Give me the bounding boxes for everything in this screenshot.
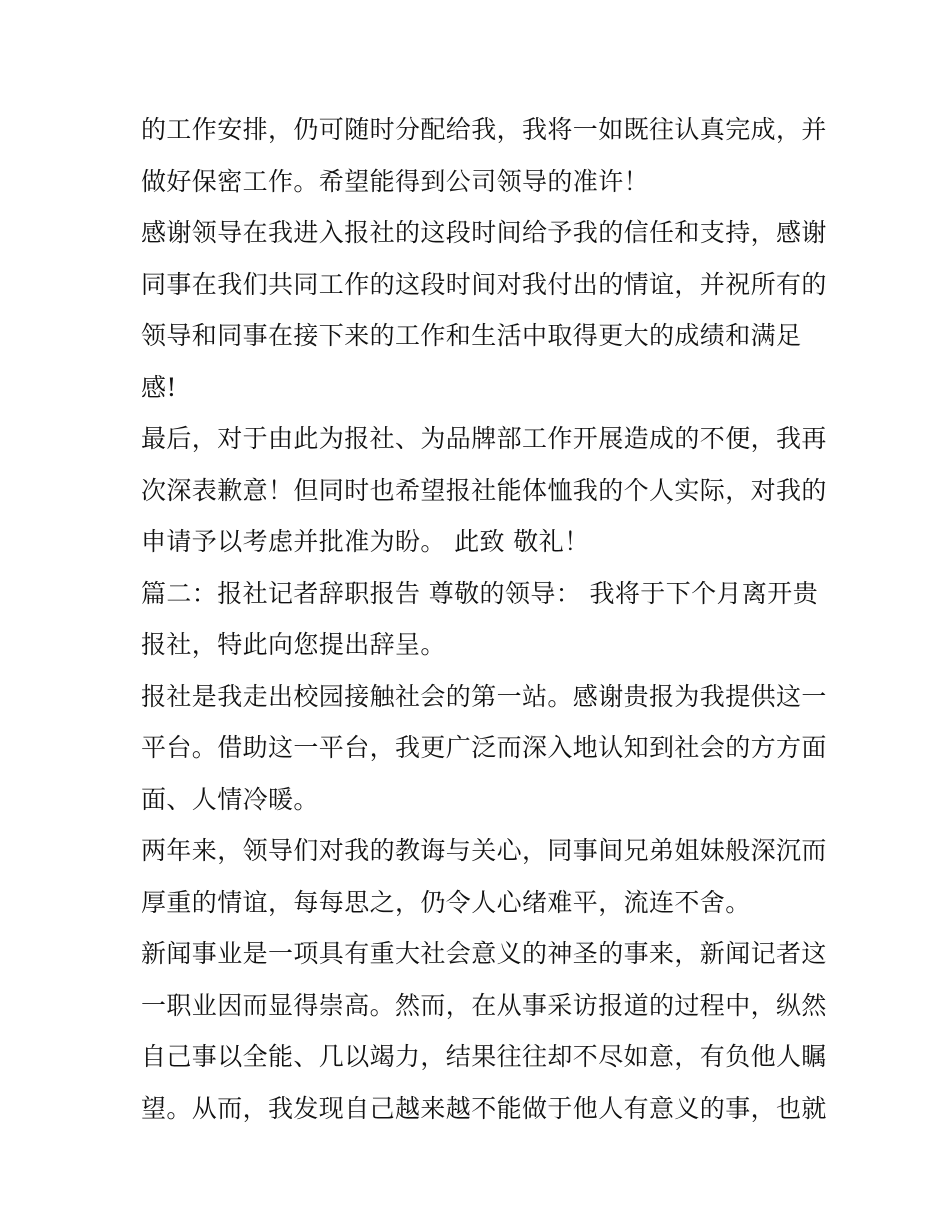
text-line: 一职业因而显得崇高。然而，在从事采访报道的过程中，纵然 bbox=[141, 990, 827, 1020]
text-line: 自己事以全能、几以竭力，结果往往却不尽如意，有负他人瞩 bbox=[141, 1042, 827, 1071]
text-line: 新闻事业是一项具有重大社会意义的神圣的事来，新闻记者这 bbox=[141, 939, 827, 968]
text-line: 报社是我走出校园接触社会的第一站。感谢贵报为我提供这一 bbox=[141, 681, 827, 711]
section-heading-line: 篇二：报社记者辞职报告 尊敬的领导： 我将于下个月离开贵 bbox=[141, 578, 819, 608]
text-line: 感谢领导在我进入报社的这段时间给予我的信任和支持，感谢 bbox=[141, 218, 827, 247]
text-line: 同事在我们共同工作的这段时间对我付出的情谊，并祝所有的 bbox=[141, 269, 827, 299]
text-line: 申请予以考虑并批准为盼。 此致 敬礼！ bbox=[141, 527, 590, 556]
text-line: 报社，特此向您提出辞呈。 bbox=[141, 630, 446, 659]
text-line: 感! bbox=[141, 372, 177, 402]
text-line: 平台。借助这一平台，我更广泛而深入地认知到社会的方方面 bbox=[141, 733, 827, 762]
text-line: 厚重的情谊，每每思之，仍令人心绪难平，流连不舍。 bbox=[141, 887, 751, 917]
text-line: 最后，对于由此为报社、为品牌部工作开展造成的不便，我再 bbox=[141, 424, 827, 453]
text-line: 面、人情冷暖。 bbox=[141, 784, 319, 814]
text-line: 做好保密工作。希望能得到公司领导的准许！ bbox=[141, 166, 650, 196]
text-line: 次深表歉意！但同时也希望报社能体恤我的个人实际，对我的 bbox=[141, 475, 827, 505]
text-line: 领导和同事在接下来的工作和生活中取得更大的成绩和满足 bbox=[141, 321, 802, 350]
text-line: 望。从而，我发现自己越来越不能做于他人有意义的事，也就 bbox=[141, 1093, 827, 1123]
document-body bbox=[141, 104, 827, 1134]
text-line: 的工作安排，仍可随时分配给我，我将一如既往认真完成，并 bbox=[141, 115, 827, 144]
text-line: 两年来，领导们对我的教诲与关心，同事间兄弟姐妹般深沉而 bbox=[141, 836, 827, 865]
